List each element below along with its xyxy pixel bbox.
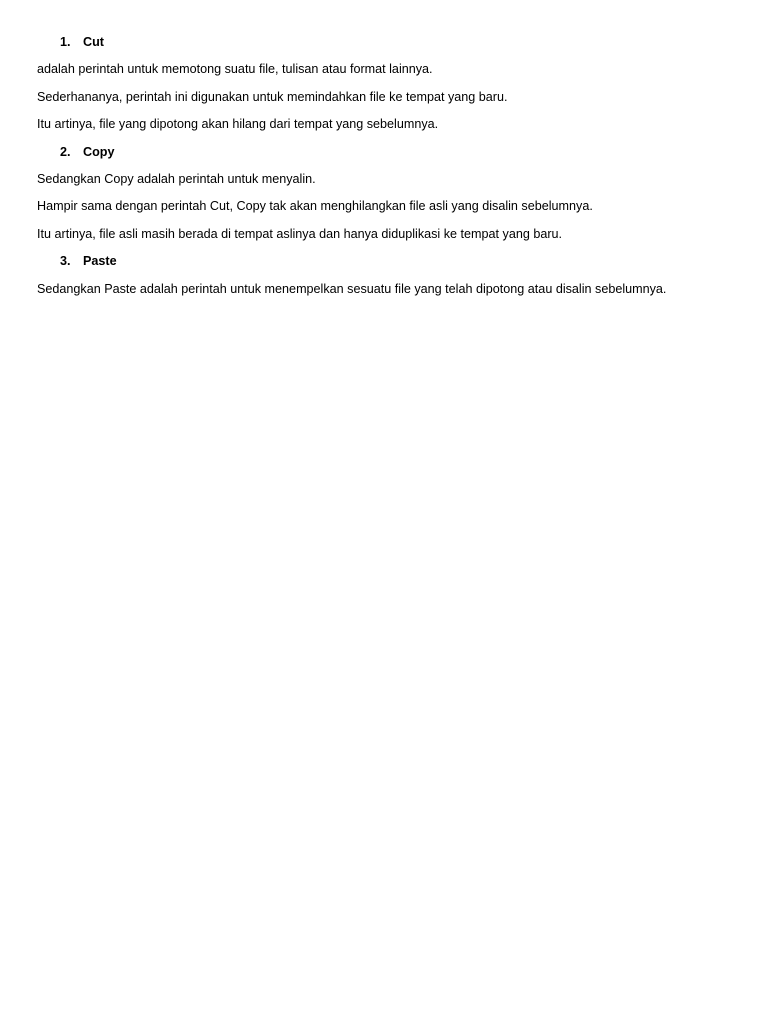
list-heading-cut — [37, 33, 737, 51]
document-body — [37, 33, 737, 307]
list-title: Paste — [83, 254, 117, 269]
list-number: 3. — [60, 254, 71, 269]
list-title: Cut — [83, 35, 104, 49]
paragraph: Itu artinya, file yang dipotong akan hilang dari tempat yang sebelumnya. — [37, 117, 439, 132]
list-number: 1. — [60, 35, 71, 49]
paragraph: Sedangkan Paste adalah perintah untuk menempelkan sesuatu file yang telah dipotong atau disalin sebelumnya. — [37, 281, 667, 296]
paragraph: Sederhananya, perintah ini digunakan untuk memindahkan file ke tempat yang baru. — [37, 89, 508, 104]
list-title: Copy — [83, 144, 115, 159]
paragraph: Itu artinya, file asli masih berada di tempat aslinya dan hanya diduplikasi ke tempat yang baru. — [37, 226, 563, 241]
list-number: 2. — [60, 144, 71, 159]
paragraph: adalah perintah untuk memotong suatu file, tulisan atau format lainnya. — [37, 62, 433, 77]
list-heading-copy — [37, 143, 737, 161]
list-heading-paste — [37, 252, 737, 270]
paragraph: Hampir sama dengan perintah Cut, Copy tak akan menghilangkan file asli yang disalin sebelumnya. — [37, 199, 593, 214]
paragraph: Sedangkan Copy adalah perintah untuk menyalin. — [37, 171, 316, 186]
